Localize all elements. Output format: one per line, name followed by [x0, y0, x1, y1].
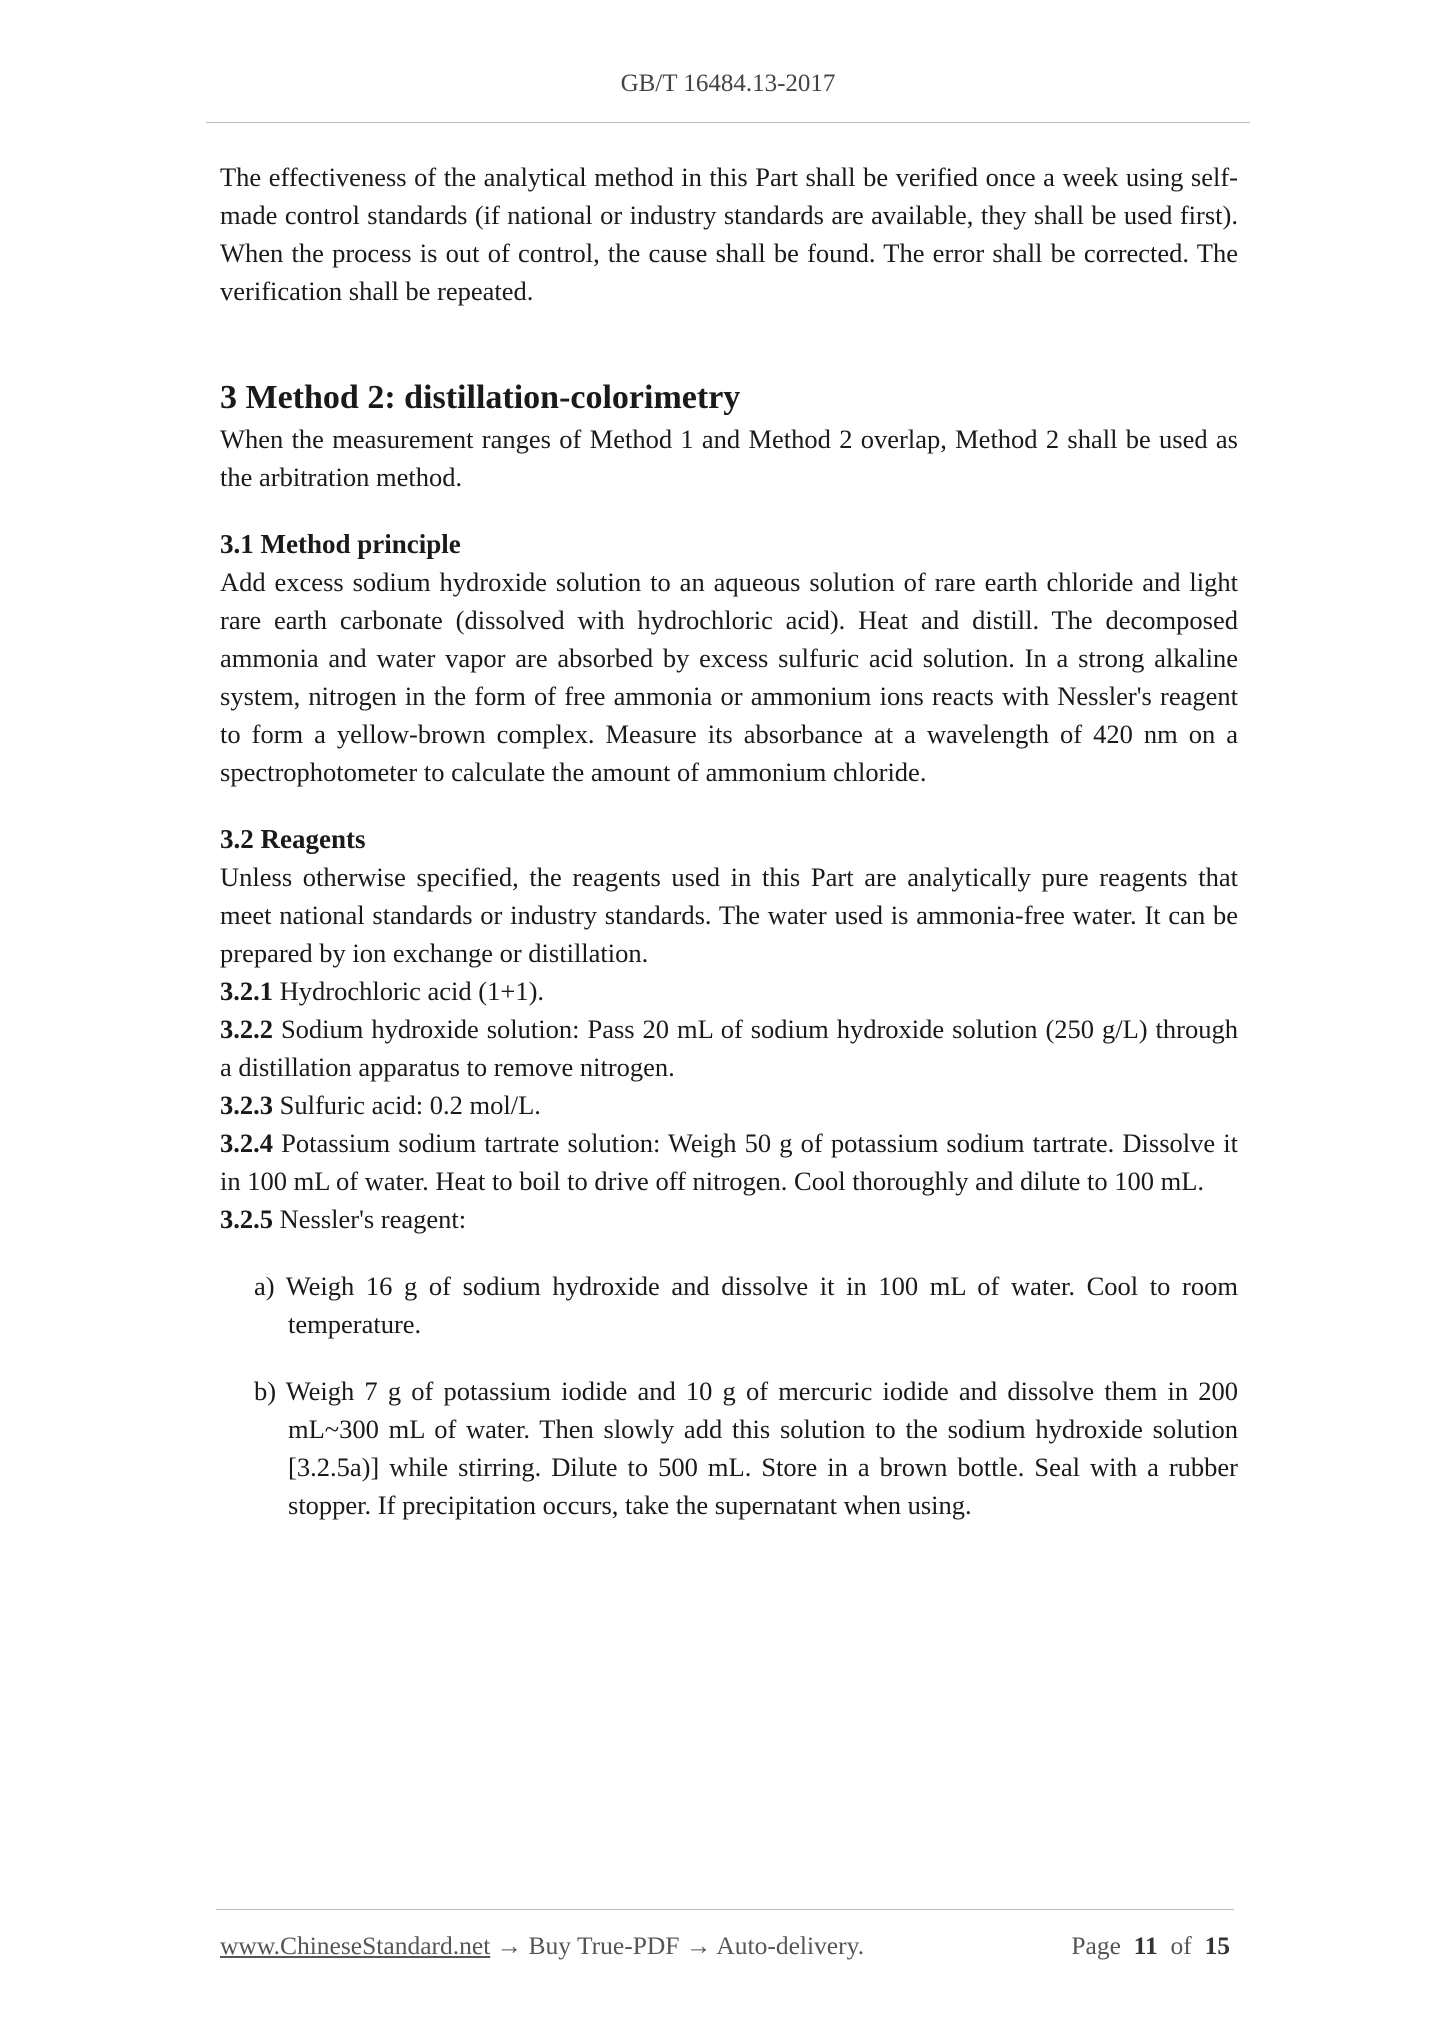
current-page: 11 — [1133, 1931, 1158, 1960]
page-label: Page — [1071, 1931, 1121, 1960]
item-3-2-3 — [220, 1086, 1238, 1124]
section-3-1-heading: 3.1 Method principle — [220, 529, 461, 559]
item-number: 3.2.1 — [220, 976, 273, 1006]
item-text: Sodium hydroxide solution: Pass 20 mL of sodium hydroxide solution (250 g/L) through a distillation apparatus to remove nitrogen. — [220, 1014, 1238, 1082]
item-text: Potassium sodium tartrate solution: Weigh 50 g of potassium sodium tartrate. Dissolve it in 100 mL of water. Heat to boil to drive off nitrogen. Cool thoroughly and dilute to 100 mL. — [220, 1128, 1238, 1196]
section-3-2-text: Unless otherwise specified, the reagents used in this Part are analytically pure reagents that meet national standards or industry standards. The water used is ammonia-free water. It can be prepared by ion exchange or distillation. — [220, 862, 1238, 968]
item-3-2-1 — [220, 972, 1238, 1010]
footer-tagline: → Buy True-PDF → Auto-delivery. — [490, 1931, 865, 1960]
page-content — [220, 158, 1238, 1524]
page-number — [1071, 1931, 1230, 1961]
section-3-heading: 3 Method 2: distillation-colorimetry — [220, 379, 741, 416]
intro-paragraph: The effectiveness of the analytical method in this Part shall be verified once a week using self-made control standards (if national or industry standards are available, they shall be used first). When the process is out of control, the cause shall be found. The error shall be corrected. The verification shall be repeated. — [220, 162, 1238, 306]
item-number: 3.2.3 — [220, 1090, 273, 1120]
item-text: Hydrochloric acid (1+1). — [273, 976, 545, 1006]
item-3-2-5 — [220, 1200, 1238, 1238]
of-label: of — [1170, 1931, 1192, 1960]
section-3-2-heading: 3.2 Reagents — [220, 824, 366, 854]
list-item-b: b) Weigh 7 g of potassium iodide and 10 g of mercuric iodide and dissolve them in 200 mL~300 mL of water. Then slowly add this solution to the sodium hydroxide solution [3.2.5a)] while stirring. Dilute to 500 mL. Store in a brown bottle. Seal with a rubber stopper. If precipitation occurs, take the supernatant when using. — [254, 1376, 1238, 1520]
header-divider — [206, 122, 1250, 123]
document-header: GB/T 16484.13-2017 — [620, 70, 836, 97]
item-text: Sulfuric acid: 0.2 mol/L. — [273, 1090, 541, 1120]
item-text: Nessler's reagent: — [273, 1204, 467, 1234]
page-footer — [220, 1931, 1234, 1961]
item-3-2-4 — [220, 1124, 1238, 1200]
item-number: 3.2.2 — [220, 1014, 273, 1044]
footer-divider — [216, 1909, 1234, 1910]
item-number: 3.2.4 — [220, 1128, 273, 1158]
list-item-a: a) Weigh 16 g of sodium hydroxide and dissolve it in 100 mL of water. Cool to room temperature. — [254, 1271, 1238, 1339]
website-link[interactable]: www.ChineseStandard.net — [220, 1931, 491, 1960]
total-pages: 15 — [1204, 1931, 1230, 1960]
item-number: 3.2.5 — [220, 1204, 273, 1234]
item-3-2-2 — [220, 1010, 1238, 1086]
section-3-1-text: Add excess sodium hydroxide solution to an aqueous solution of rare earth chloride and light rare earth carbonate (dissolved with hydrochloric acid). Heat and distill. The decomposed ammonia and water vapor are absorbed by excess sulfuric acid solution. In a strong alkaline system, nitrogen in the form of free ammonia or ammonium ions reacts with Nessler's reagent to form a yellow-brown complex. Measure its absorbance at a wavelength of 420 nm on a spectrophotometer to calculate the amount of ammonium chloride. — [220, 567, 1238, 787]
section-3-intro: When the measurement ranges of Method 1 and Method 2 overlap, Method 2 shall be used as the arbitration method. — [220, 424, 1238, 492]
nessler-steps-list — [220, 1267, 1238, 1524]
